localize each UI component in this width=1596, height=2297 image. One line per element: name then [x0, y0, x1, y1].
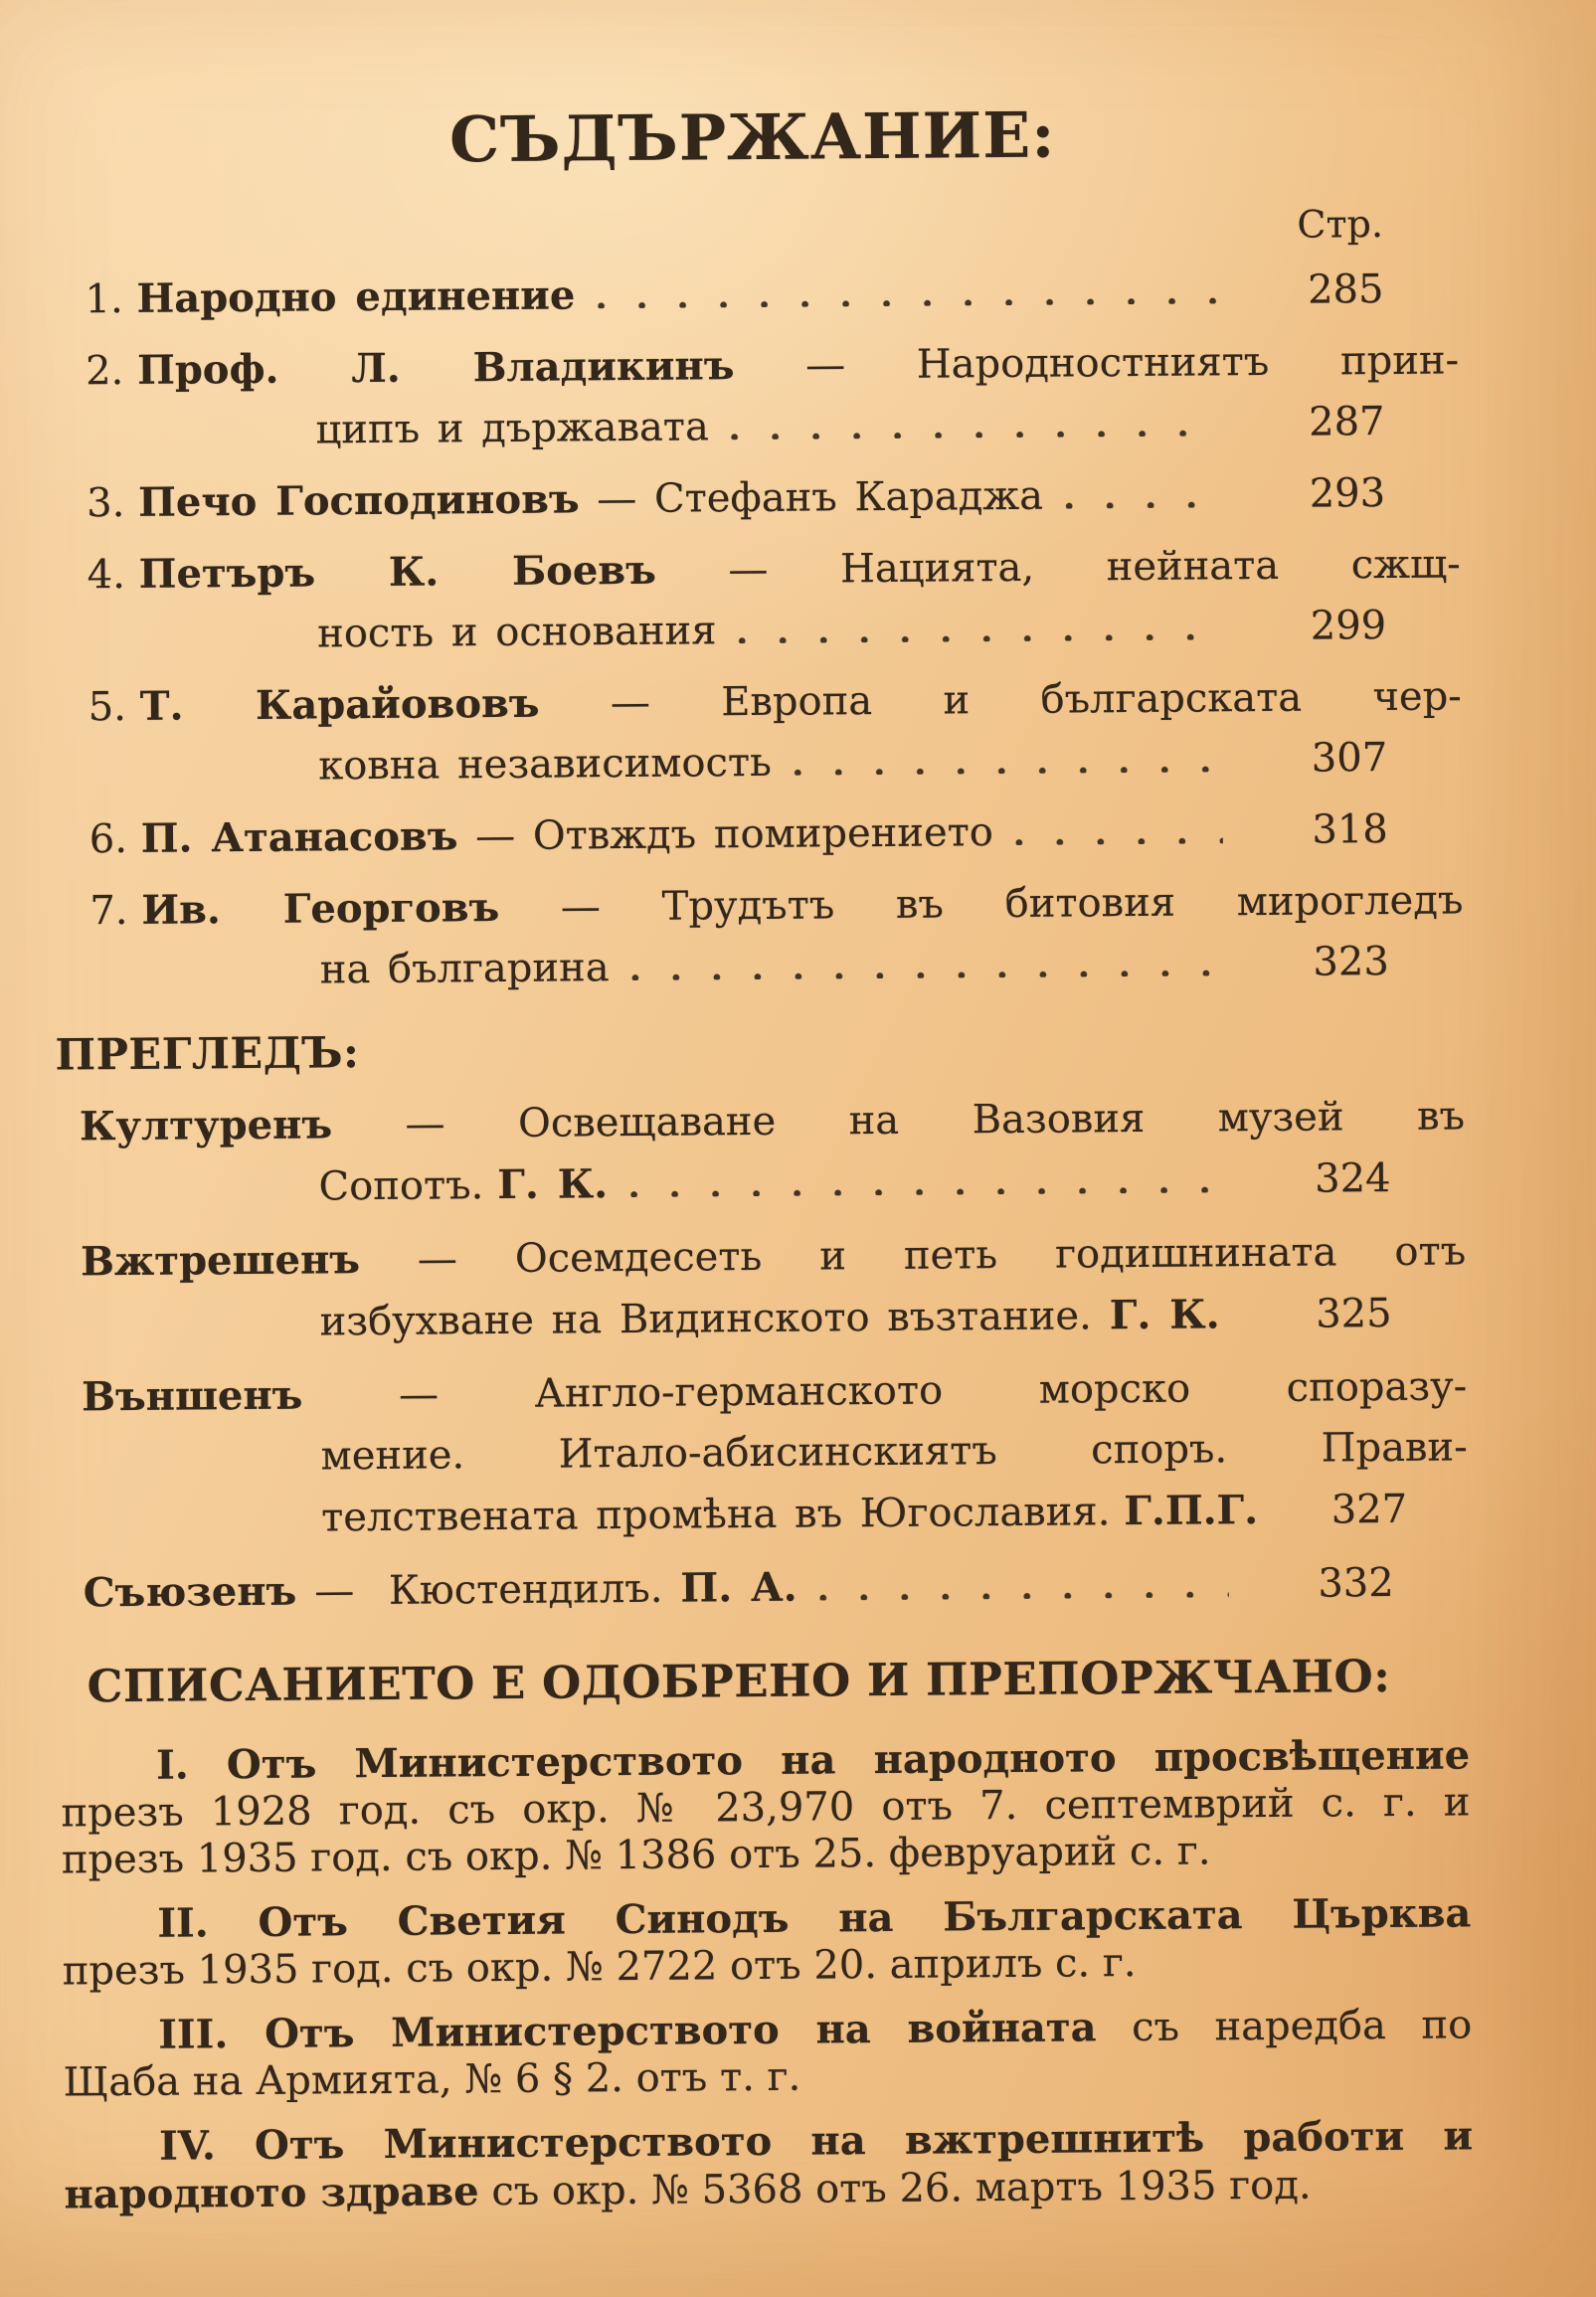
- entry-page-number: 287: [1308, 399, 1385, 445]
- review-foreign-line-2: [82, 1418, 1467, 1490]
- approved-paragraph-4: [64, 2113, 1474, 2219]
- entry-number: 5.: [88, 684, 127, 731]
- entry-number: 2.: [85, 348, 124, 395]
- paragraph-line: презъ 1935 год. съ окр. № 2722 отъ 20. априлъ с. г.: [62, 1940, 1137, 1995]
- entry-page-number: 324: [1314, 1155, 1391, 1202]
- dot-leader: [790, 764, 1222, 776]
- approved-bold-head: IV. Отъ Министерството на вжтрешнитѣ работи и: [158, 2112, 1474, 2171]
- entry-number: 3.: [86, 480, 125, 527]
- dot-leader: [1061, 499, 1220, 509]
- review-label: Съюзенъ: [83, 1567, 297, 1617]
- entry-title-continued: ципъ и държавата: [315, 404, 710, 453]
- toc-entry-6: [89, 798, 1388, 870]
- approved-paragraph-3: [63, 2002, 1473, 2107]
- entry-author: П. Атанасовъ: [140, 812, 458, 863]
- review-label: Вжтрешенъ: [80, 1236, 361, 1286]
- review-union-line: [84, 1552, 1394, 1624]
- toc-entry-4-line-2: [88, 596, 1386, 666]
- entry-page-number: 323: [1313, 939, 1389, 985]
- toc-entry-3: [87, 462, 1385, 534]
- review-text: — Кюстендилъ.: [314, 1566, 663, 1615]
- entry-title-continued: ность и основания: [316, 608, 717, 657]
- toc-entry-7-line-1: [89, 870, 1463, 943]
- review-signature: П. А.: [680, 1563, 798, 1612]
- toc-entry-7-line-2: [90, 932, 1389, 1002]
- review-foreign-line-1: [82, 1356, 1467, 1429]
- section-heading-pregled: ПРЕГЛЕДЪ:: [55, 1028, 360, 1081]
- entry-page-number: 325: [1316, 1291, 1392, 1337]
- review-text-continued: мение. Итало-абисинскиятъ споръ. Прави-: [320, 1424, 1468, 1480]
- approved-paragraph-2: [62, 1890, 1472, 1996]
- review-text-continued: Сопотъ.: [318, 1162, 484, 1210]
- approved-bold-head: I. Отъ Министерството на народното просвѣщение: [155, 1731, 1471, 1790]
- page-title: СЪДЪРЖАНИЕ:: [448, 97, 1056, 177]
- approved-regular-text: съ наредба по: [1096, 2002, 1473, 2051]
- paragraph-line: [64, 2161, 1473, 2219]
- entry-author: Проф. Л. Владикинъ: [136, 342, 735, 395]
- entry-number: 1.: [85, 276, 123, 323]
- toc-entry-2-line-2: [86, 392, 1384, 462]
- entry-page-number: 293: [1309, 470, 1386, 517]
- page-column-header-row: [85, 201, 1383, 257]
- page-content: [48, 97, 1474, 2235]
- dot-leader: [627, 968, 1224, 981]
- entry-number: 4.: [87, 552, 126, 599]
- entry-author: Ив. Георговъ: [141, 884, 500, 935]
- toc-entry-1: [85, 259, 1383, 330]
- entry-author: Петъръ К. Боевъ: [138, 547, 656, 599]
- dot-leader: [625, 1184, 1226, 1198]
- paragraph-line: презъ 1935 год. съ окр. № 1386 отъ 25. февруарий с. г.: [61, 1828, 1211, 1883]
- dot-leader: [815, 1589, 1229, 1601]
- review-signature: Г.П.Г.: [1124, 1487, 1259, 1535]
- entry-author: Народно единение: [136, 271, 576, 323]
- entry-page-number: 285: [1307, 266, 1384, 313]
- approved-paragraph-1: [61, 1732, 1471, 1884]
- dot-leader: [734, 631, 1221, 644]
- review-text: — Англо-германското морско споразу-: [398, 1363, 1468, 1419]
- entry-page-number: 327: [1330, 1487, 1408, 1533]
- entry-title: — Европа и българската чер-: [610, 673, 1462, 727]
- entry-title-continued: на българина: [319, 945, 610, 993]
- review-cultural-line-2: [80, 1148, 1390, 1219]
- toc-entry-4-line-1: [87, 534, 1460, 607]
- entry-page-number: 307: [1311, 735, 1388, 782]
- approved-bold-head: народното здраве: [64, 2168, 479, 2218]
- approved-section: [60, 1650, 1473, 2219]
- review-label: Външенъ: [82, 1371, 303, 1421]
- paragraph-line: Щаба на Армията, № 6 § 2. отъ т. г.: [63, 2053, 801, 2106]
- dot-leader: [593, 295, 1218, 309]
- entry-title: — Народностниятъ прин-: [804, 337, 1460, 389]
- paragraph-line: презъ 1928 год. съ окр. № 23,970 отъ 7. септемврий с. г. и: [61, 1779, 1471, 1837]
- review-foreign-line-3: [83, 1479, 1408, 1550]
- toc-entry-2-line-1: [86, 330, 1459, 403]
- dot-leader: [727, 428, 1220, 441]
- entry-author: Т. Карайововъ: [139, 679, 540, 731]
- approved-bold-head: II. Отъ Светия Синодъ на Българската Църква: [157, 1889, 1472, 1948]
- entry-number: 7.: [89, 888, 128, 935]
- section-heading-approved: СПИСАНИЕТО Е ОДОБРЕНО И ПРЕПОРЖЧАНО:: [87, 1650, 1391, 1713]
- review-internal-line-2: [81, 1283, 1391, 1354]
- review-cultural-line-1: [80, 1086, 1465, 1158]
- toc-entry-5-line-2: [89, 728, 1387, 798]
- dot-leader: [1011, 835, 1223, 846]
- entry-title: — Отвждъ помирението: [474, 809, 994, 860]
- entry-title: — Стефанъ Караджа: [597, 473, 1044, 523]
- review-text: — Освещаване на Вазовия музей въ: [405, 1093, 1466, 1148]
- review-text: — Осемдесеть и петь годишнината отъ: [417, 1228, 1467, 1283]
- review-signature: Г. К.: [497, 1160, 609, 1209]
- review-label: Културенъ: [79, 1101, 333, 1150]
- review-signature: Г. К.: [1109, 1291, 1220, 1339]
- approved-bold-head: III. Отъ Министерството на войната: [158, 2004, 1097, 2059]
- table-of-contents: [85, 201, 1464, 1003]
- review-section: [80, 1086, 1469, 1625]
- review-text-continued: избухване на Видинското възтание.: [319, 1293, 1092, 1345]
- entry-title: — Трудътъ въ битовия мирогледъ: [560, 877, 1464, 931]
- entry-number: 6.: [89, 816, 128, 863]
- entry-title-continued: ковна независимость: [318, 740, 772, 790]
- toc-entry-5-line-1: [89, 666, 1462, 739]
- page-column-header: Стр.: [1297, 202, 1384, 247]
- review-text-continued: телствената промѣна въ Югославия.: [320, 1489, 1111, 1541]
- entry-author: Печо Господиновъ: [137, 475, 580, 527]
- review-internal-line-1: [81, 1221, 1466, 1294]
- spacer: [85, 238, 1234, 247]
- entry-page-number: 299: [1310, 603, 1387, 649]
- approved-regular-text: съ окр. № 5368 отъ 26. мартъ 1935 год.: [478, 2162, 1312, 2215]
- entry-title: — Нацията, нейната сжщ-: [728, 541, 1461, 594]
- entry-page-number: 332: [1318, 1560, 1394, 1607]
- entry-page-number: 318: [1312, 806, 1388, 853]
